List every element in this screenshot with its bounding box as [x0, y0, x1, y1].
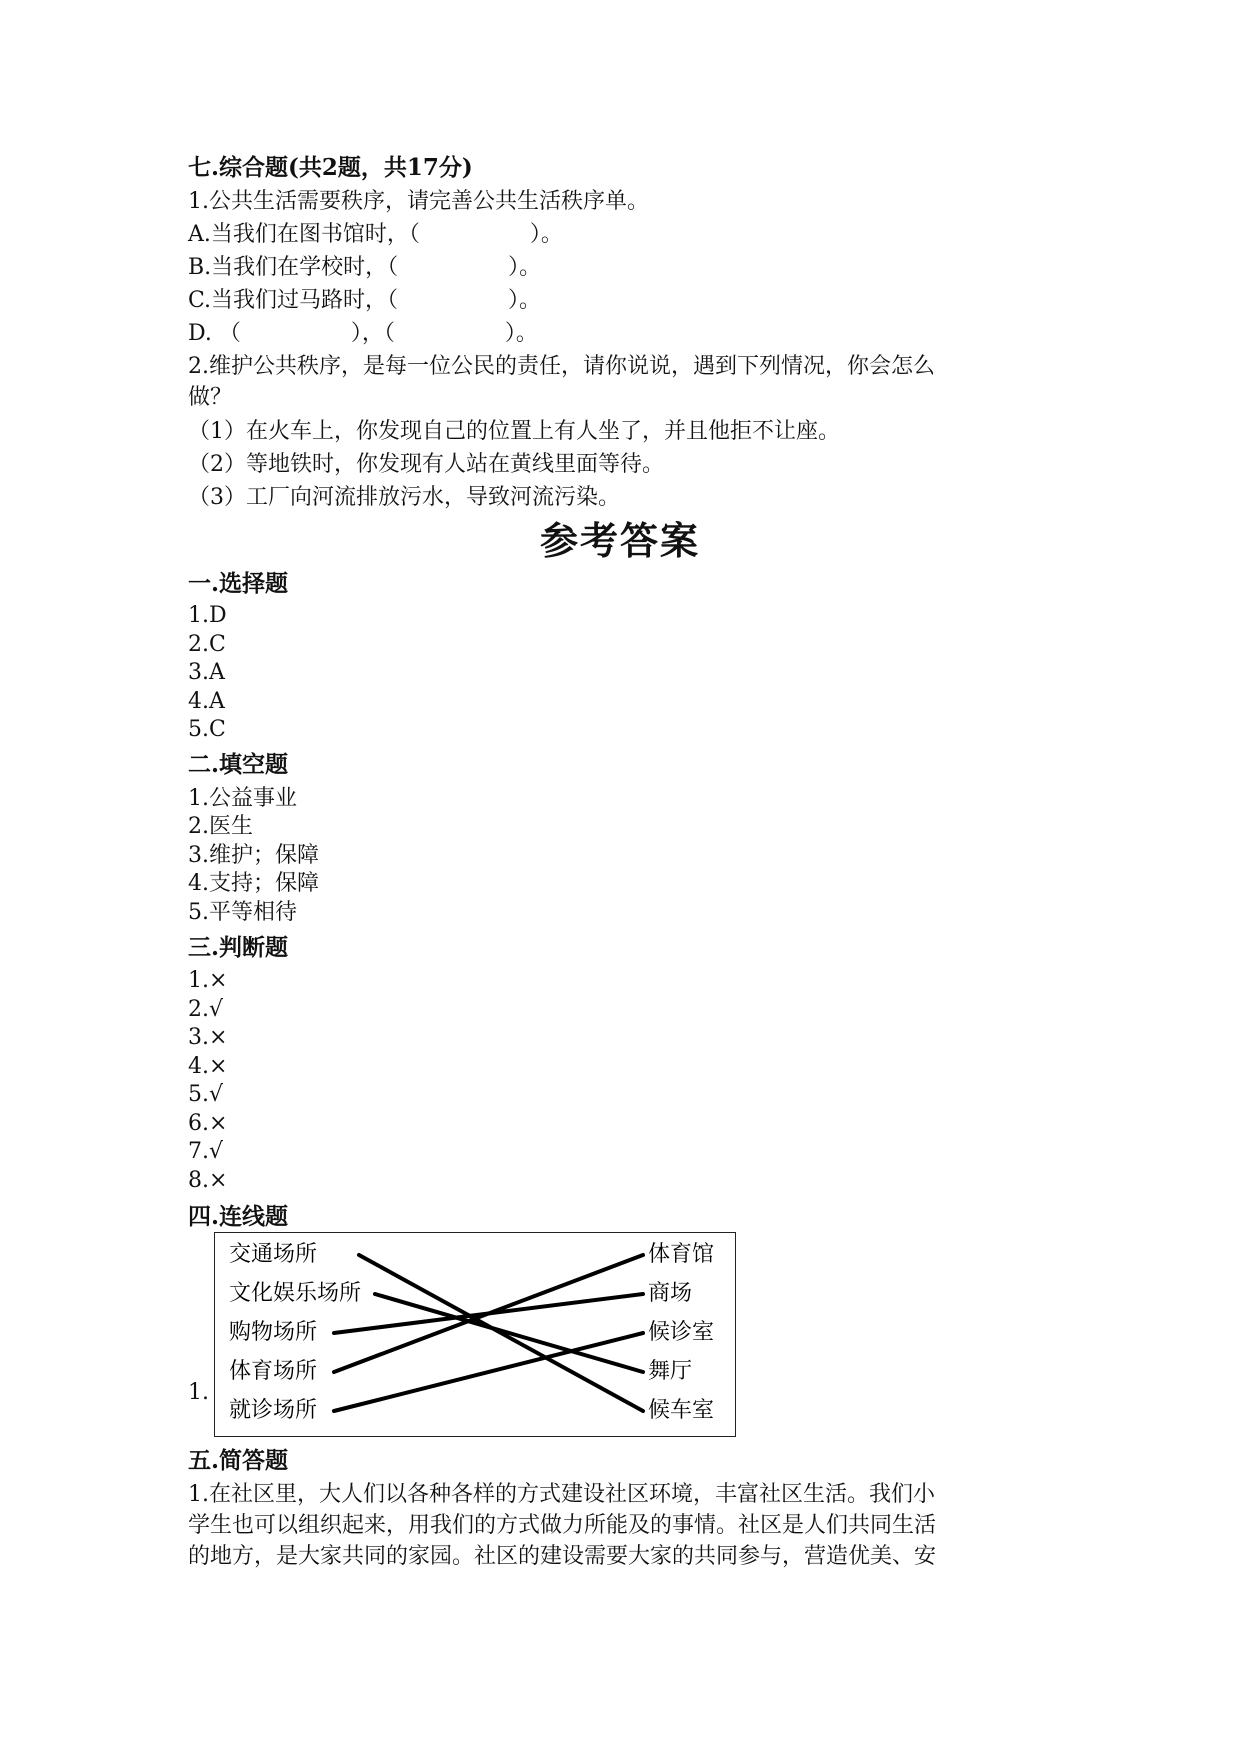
short-line: 1.在社区里，大人们以各种各样的方式建设社区环境，丰富社区生活。我们小 — [188, 1482, 935, 1507]
left-label: 交通场所 — [229, 1242, 318, 1267]
choice-item: 2.C — [188, 632, 226, 657]
q1-stem: 1.公共生活需要秩序，请完善公共生活秩序单。 — [188, 189, 649, 214]
fill-item: 2.医生 — [188, 814, 253, 839]
q1-line-d: D. （ ），（ ）。 — [188, 321, 538, 346]
judge-item: 6.× — [188, 1111, 228, 1136]
judge-item: 2.√ — [188, 997, 224, 1022]
section-7-heading: 七.综合题(共2题，共17分) — [188, 154, 473, 181]
short-line: 学生也可以组织起来，用我们的方式做力所能及的事情。社区是人们共同生活 — [188, 1513, 937, 1538]
match-line — [334, 1255, 643, 1372]
q2-item-1: （1）在火车上，你发现自己的位置上有人坐了，并且他拒不让座。 — [188, 419, 840, 444]
q2-stem-line2: 做？ — [188, 385, 233, 410]
q2-item-3: （3）工厂向河流排放污水，导致河流污染。 — [188, 485, 620, 510]
q2-item-2: （2）等地铁时，你发现有人站在黄线里面等待。 — [188, 452, 664, 477]
q2-stem-line1: 2.维护公共秩序，是每一位公民的责任，请你说说，遇到下列情况，你会怎么 — [188, 354, 935, 379]
left-label: 体育场所 — [229, 1359, 318, 1384]
short-line: 的地方，是大家共同的家园。社区的建设需要大家的共同参与，营造优美、安 — [188, 1544, 937, 1569]
choice-item: 5.C — [188, 717, 226, 742]
match-line — [359, 1255, 643, 1411]
choice-item: 1.D — [188, 603, 227, 628]
answers-title: 参考答案 — [539, 518, 700, 563]
right-label: 候诊室 — [648, 1320, 715, 1345]
right-label: 体育馆 — [648, 1242, 715, 1267]
fill-item: 3.维护；保障 — [188, 843, 319, 868]
choice-item: 3.A — [188, 660, 225, 685]
left-label: 文化娱乐场所 — [229, 1281, 362, 1306]
q1-line-c: C.当我们过马路时，（ ）。 — [188, 288, 542, 313]
right-label: 商场 — [648, 1281, 693, 1306]
choice-heading: 一.选择题 — [188, 570, 289, 597]
judge-item: 3.× — [188, 1025, 228, 1050]
fill-item: 5.平等相待 — [188, 900, 297, 925]
judge-item: 5.√ — [188, 1082, 224, 1107]
matching-diagram — [214, 1232, 736, 1437]
left-label: 就诊场所 — [229, 1398, 318, 1423]
judge-item: 4.× — [188, 1054, 228, 1079]
right-label: 舞厅 — [648, 1359, 693, 1384]
short-heading: 五.简答题 — [188, 1447, 289, 1474]
matching-number: 1. — [188, 1380, 209, 1405]
left-label: 购物场所 — [229, 1320, 318, 1345]
choice-item: 4.A — [188, 689, 225, 714]
right-label: 候车室 — [648, 1398, 715, 1423]
judge-heading: 三.判断题 — [188, 934, 289, 961]
match-line — [334, 1333, 643, 1411]
judge-item: 1.× — [188, 968, 228, 993]
matching-heading: 四.连线题 — [188, 1203, 289, 1230]
fill-item: 1.公益事业 — [188, 786, 297, 811]
q1-line-b: B.当我们在学校时，（ ）。 — [188, 255, 542, 280]
judge-item: 7.√ — [188, 1139, 224, 1164]
fill-heading: 二.填空题 — [188, 751, 289, 778]
judge-item: 8.× — [188, 1168, 228, 1193]
fill-item: 4.支持；保障 — [188, 871, 319, 896]
q1-line-a: A.当我们在图书馆时，（ ）。 — [188, 222, 563, 247]
